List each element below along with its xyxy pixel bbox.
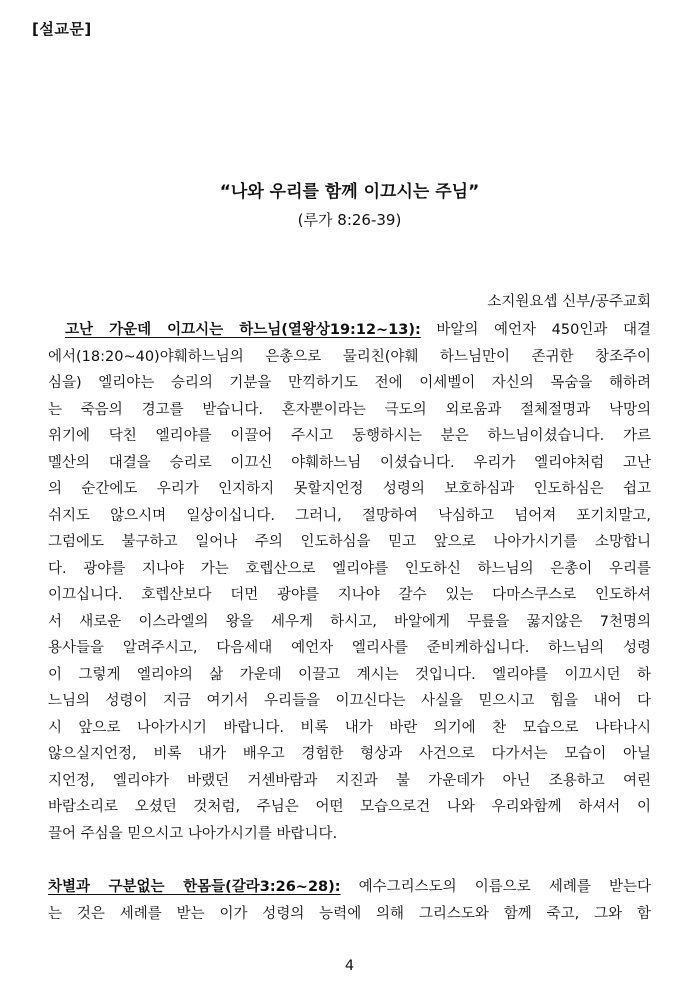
paragraph-line: 용사들을 알려주시고, 다음세대 예언자 엘리사를 준비케하십니다. 하느님의 성령 [48, 640, 651, 656]
section-2-first-line-text: 예수그리스도의 이름으로 세례를 받는다 [340, 879, 651, 895]
paragraph-line: 쉬지도 않으시며 일상이십니다. 그러니, 절망하여 낙심하고 넘어져 포기치말고, [48, 507, 651, 524]
paragraph-line: 않으실지언정, 비록 내가 배우고 경험한 형상과 사건으로 다가서는 모습이 아닐 [48, 746, 651, 762]
paragraph-line: 서 새로운 이스라엘의 왕을 세우게 하시고, 바알에게 무릎을 꿇지않은 7천명의 [48, 613, 651, 630]
page-number: 4 [344, 958, 355, 974]
paragraph-line: 의 순간에도 우리가 인지하지 못할지언정 성령의 보호하심과 인도하심은 쉽고 [48, 481, 651, 497]
section-1-heading: 고난 가운데 이끄시는 하느님(열왕상19:12~13): [65, 322, 421, 338]
section-2 [48, 874, 651, 927]
paragraph-line: 멜산의 대결을 승리로 이끄신 야훼하느님 이셨습니다. 우리가 엘리야처럼 고난 [48, 454, 651, 471]
paragraph-line: 위기에 닥친 엘리야를 이끌어 주시고 동행하시는 분은 하느님이셨습니다. 가르 [48, 428, 651, 444]
paragraph-line: 다. 광야를 지나야 가는 호렙산으로 엘리야를 인도하신 하느님의 은총이 우리를 [48, 560, 651, 577]
paragraph-line: 이끄십니다. 호렙산보다 더먼 광야를 지나야 갈수 있는 다마스쿠스로 인도하셔 [48, 587, 651, 603]
section-1-first-line [48, 317, 651, 344]
paragraph-line: 이 그렇게 엘리야의 삶 가운데 이끌고 계시는 것입니다. 엘리야를 이끄시던 하 [48, 666, 651, 683]
paragraph-line: 바람소리로 오셨던 것처럼, 주님은 어떤 모습으로건 나와 우리와함께 하셔서 이 [48, 799, 652, 815]
section-2-heading: 차별과 구분없는 한몸들(갈라3:26~28): [48, 879, 341, 895]
paragraph-line: 에서(18:20~40)야훼하느님의 은총으로 물리친(야훼 하느님만이 존귀한 창조주이 [48, 348, 651, 365]
paragraph-line: 심을) 엘리야는 승리의 기분을 만끽하기도 전에 이세벨이 자신의 목숨을 해하려 [48, 375, 651, 391]
document-label: [설교문] [32, 20, 92, 38]
scripture-reference: (루가 8:26-39) [297, 211, 402, 229]
paragraph-line: 는 죽음의 경고를 받습니다. 혼자뿐이라는 극도의 외로움과 절체절명과 낙망의 [48, 401, 651, 418]
section-1 [48, 317, 651, 847]
author-line: 소지원요셉 신부/공주교회 [487, 294, 651, 310]
paragraph-line: 느님의 성령이 지금 여기서 우리들을 이끄신다는 사실을 믿으시고 힘을 내어 다 [48, 693, 651, 709]
paragraph-line: 시 앞으로 나아가시기 바랍니다. 비록 내가 바란 의기에 찬 모습으로 나타나시 [48, 719, 651, 736]
paragraph-line: 그럼에도 불구하고 일어나 주의 인도하심을 믿고 앞으로 나아가시기를 소망합니 [48, 534, 651, 550]
paragraph-line: 는 것은 세례를 받는 이가 성령의 능력에 의해 그리스도와 함께 죽고, 그와 함 [48, 905, 651, 922]
sermon-title: “나와 우리를 함께 이끄시는 주님” [219, 182, 480, 202]
section-2-first-line [48, 874, 651, 901]
section-1-first-line-text: 바알의 예언자 450인과 대결 [420, 322, 651, 338]
paragraph-line: 끌어 주심을 믿으시고 나아가시기를 바랍니다. [48, 825, 338, 842]
paragraph-line: 지언정, 엘리야가 바랬던 거센바람과 지진과 불 가운데가 아닌 조용하고 여린 [48, 772, 651, 789]
